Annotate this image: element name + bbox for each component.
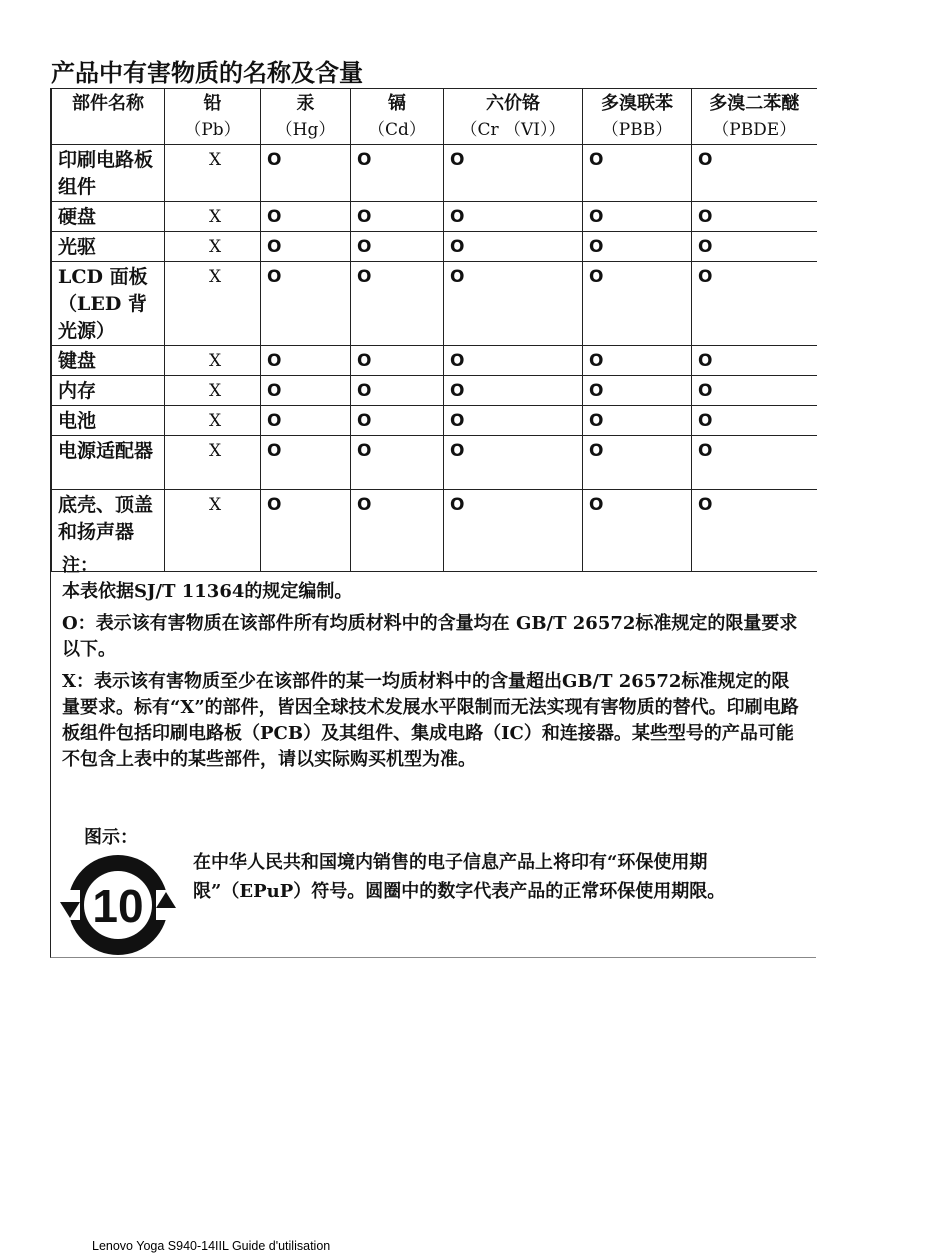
lead-cell: X — [165, 232, 261, 262]
chromium-cell: O — [444, 202, 583, 232]
cadmium-cell: O — [351, 376, 444, 406]
hazardous-substances-table — [51, 88, 817, 572]
chromium-cell: O — [444, 145, 583, 202]
pbde-cell: O — [692, 232, 817, 262]
mercury-cell: O — [261, 202, 351, 232]
chromium-cell: O — [444, 406, 583, 436]
mercury-cell: O — [261, 346, 351, 376]
header-mercury — [261, 89, 351, 145]
header-label: 铅 — [203, 93, 222, 114]
lead-cell: X — [165, 346, 261, 376]
mercury-cell: O — [261, 406, 351, 436]
table-row — [52, 436, 817, 490]
chromium-cell: O — [444, 346, 583, 376]
mercury-cell: O — [261, 232, 351, 262]
mercury-cell: O — [261, 145, 351, 202]
pbde-cell: O — [692, 376, 817, 406]
pbb-cell: O — [583, 202, 692, 232]
pbb-cell: O — [583, 490, 692, 572]
cadmium-cell: O — [351, 490, 444, 572]
header-sub: （Cd） — [368, 120, 426, 140]
chromium-cell: O — [444, 262, 583, 346]
table-header-row — [52, 89, 817, 145]
pbde-cell: O — [692, 202, 817, 232]
chromium-cell: O — [444, 490, 583, 572]
header-pbde — [692, 89, 817, 145]
header-sub: （Cr （VI）） — [460, 120, 566, 140]
o-mark: O： — [62, 613, 96, 634]
mercury-cell: O — [261, 262, 351, 346]
pbb-cell: O — [583, 406, 692, 436]
header-part-name — [52, 89, 165, 145]
pbde-cell: O — [692, 262, 817, 346]
chromium-cell: O — [444, 376, 583, 406]
cadmium-cell: O — [351, 406, 444, 436]
part-name-cell: 光驱 — [52, 232, 165, 262]
table-row — [52, 202, 817, 232]
header-label: 汞 — [296, 93, 315, 114]
cadmium-cell: O — [351, 232, 444, 262]
pbde-cell: O — [692, 346, 817, 376]
chromium-cell: O — [444, 436, 583, 490]
part-name-cell: 电源适配器 — [52, 436, 165, 490]
header-label: 多溴二苯醚 — [709, 93, 800, 114]
table-row — [52, 145, 817, 202]
o-text: 表示该有害物质在该部件所有均质材料中的含量均在 GB/T 26572标准规定的限量要求以下。 — [62, 613, 798, 660]
table-row — [52, 376, 817, 406]
lead-cell: X — [165, 490, 261, 572]
pbde-cell: O — [692, 406, 817, 436]
header-cadmium — [351, 89, 444, 145]
header-pbb — [583, 89, 692, 145]
header-label: 镉 — [388, 93, 406, 114]
chromium-cell: O — [444, 232, 583, 262]
legend-label: 图示： — [84, 827, 138, 848]
pbb-cell: O — [583, 145, 692, 202]
epup-10-year-logo-icon — [58, 850, 178, 960]
header-sub: （Pb） — [184, 120, 241, 140]
part-name-cell: 内存 — [52, 376, 165, 406]
part-name-cell: 印刷电路板组件 — [52, 145, 165, 202]
part-name-cell: 硬盘 — [52, 202, 165, 232]
lead-cell: X — [165, 262, 261, 346]
pbde-cell: O — [692, 436, 817, 490]
notes-basis: 本表依据SJ/T 11364的规定编制。 — [62, 581, 353, 602]
page-title: 产品中有害物质的名称及含量 — [51, 58, 363, 87]
pbb-cell: O — [583, 232, 692, 262]
table-row — [52, 262, 817, 346]
x-text: 表示该有害物质至少在该部件的某一均质材料中的含量超出GB/T 26572标准规定的限量要求。标有“X”的部件，皆因全球技术发展水平限制而无法实现有害物质的替代。印刷电路板组件包括印刷电路板（PCB）及其组件、集成电路（IC）和连接器。某些型号的产品可能不包含上表中的某些部件，请以实际购买机型为准。 — [62, 671, 799, 770]
part-name-cell: LCD 面板（LED 背光源） — [52, 262, 165, 346]
part-name-cell: 电池 — [52, 406, 165, 436]
pbb-cell: O — [583, 376, 692, 406]
lead-cell: X — [165, 406, 261, 436]
table-row — [52, 346, 817, 376]
part-name-cell: 键盘 — [52, 346, 165, 376]
cadmium-cell: O — [351, 262, 444, 346]
cadmium-cell: O — [351, 346, 444, 376]
notes-section — [62, 553, 807, 773]
lead-cell: X — [165, 145, 261, 202]
lead-cell: X — [165, 436, 261, 490]
cadmium-cell: O — [351, 145, 444, 202]
header-sub: （PBB） — [601, 120, 673, 140]
pbde-cell: O — [692, 145, 817, 202]
lead-cell: X — [165, 202, 261, 232]
table-row — [52, 232, 817, 262]
header-sub: （Hg） — [275, 120, 336, 140]
header-label: 六价铬 — [486, 93, 540, 114]
pbb-cell: O — [583, 436, 692, 490]
header-label: 多溴联苯 — [601, 93, 673, 114]
x-mark: X： — [62, 671, 94, 692]
cadmium-cell: O — [351, 202, 444, 232]
header-label: 部件名称 — [72, 93, 144, 114]
pbb-cell: O — [583, 262, 692, 346]
notes-o-definition — [62, 611, 807, 663]
pbb-cell: O — [583, 346, 692, 376]
mercury-cell: O — [261, 376, 351, 406]
header-lead — [165, 89, 261, 145]
cadmium-cell: O — [351, 436, 444, 490]
header-hexavalent-chromium — [444, 89, 583, 145]
notes-heading: 注： — [62, 555, 98, 576]
table-row — [52, 406, 817, 436]
notes-x-definition — [62, 669, 807, 773]
legend-text: 在中华人民共和国境内销售的电子信息产品上将印有“环保使用期限”（EPuP）符号。圆圈中的数字代表产品的正常环保使用期限。 — [193, 852, 726, 902]
mercury-cell: O — [261, 490, 351, 572]
mercury-cell: O — [261, 436, 351, 490]
part-name-cell: 底壳、顶盖和扬声器 — [52, 490, 165, 572]
epup-number: 10 — [92, 880, 144, 932]
page-footer: Lenovo Yoga S940-14IIL Guide d'utilisation — [92, 1239, 331, 1253]
header-sub: （PBDE） — [712, 120, 797, 140]
lead-cell: X — [165, 376, 261, 406]
pbde-cell: O — [692, 490, 817, 572]
